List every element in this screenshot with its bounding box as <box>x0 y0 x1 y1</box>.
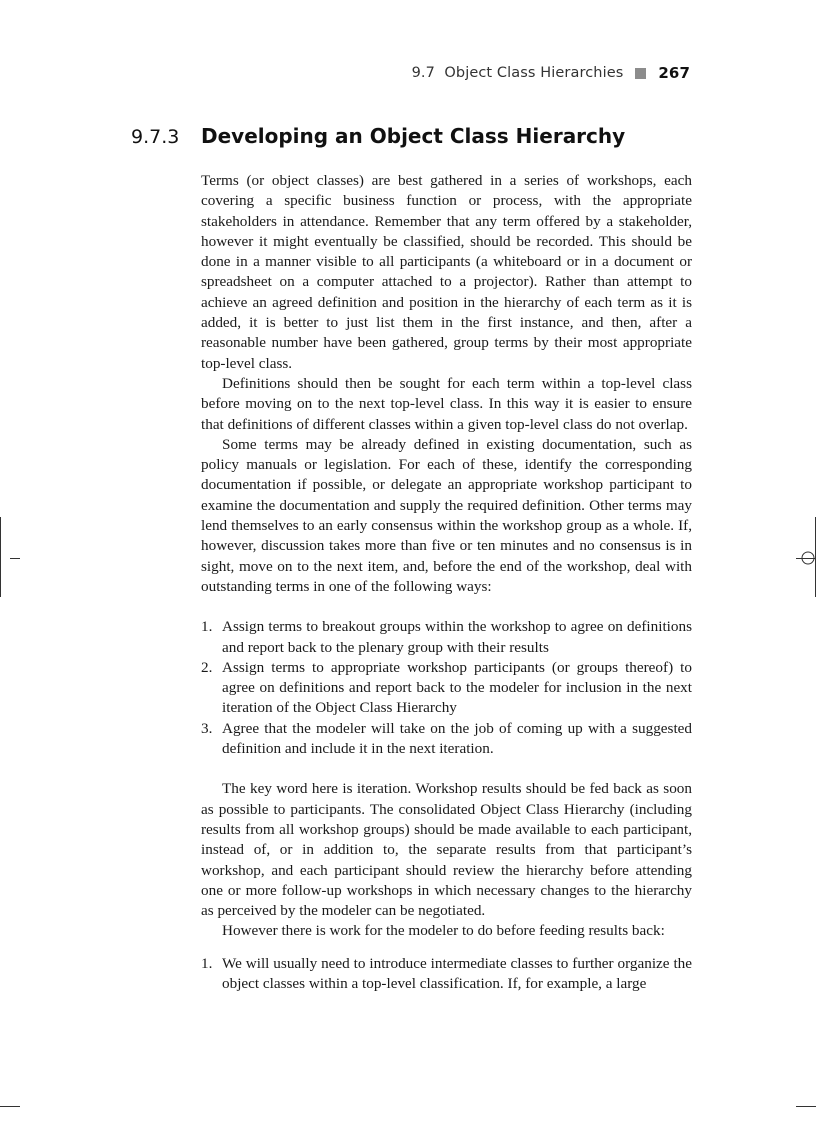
crop-mark <box>0 1106 20 1107</box>
section-number: 9.7.3 <box>131 126 180 148</box>
section-heading <box>131 124 625 148</box>
list-item-text: We will usually need to introduce intermediate classes to further organize the object classes within a top-level classification. If, for example, a large <box>222 954 692 992</box>
square-bullet-icon <box>635 68 646 79</box>
list-item-number: 1. <box>201 618 213 636</box>
registration-mark-icon <box>800 550 816 566</box>
list-item <box>201 954 692 995</box>
list-item <box>201 658 692 719</box>
crop-mark <box>0 517 1 597</box>
list-item-number: 3. <box>201 719 213 737</box>
list-item <box>201 617 692 658</box>
running-head-section: 9.7 Object Class Hierarchies <box>411 65 624 81</box>
numbered-list <box>201 617 692 759</box>
paragraph: Definitions should then be sought for each term within a top-level class before moving on to the next top-level class. In this way it is easier to ensure that definitions of different classes within a given top-level class do not overlap. <box>201 374 692 433</box>
list-item-text: Assign terms to appropriate workshop participants (or groups thereof) to agree on definitions and report back to the modeler for inclusion in the next iteration of the Object Class Hierarchy <box>222 658 692 717</box>
page-number: 267 <box>658 64 690 82</box>
list-item-number: 2. <box>201 658 213 676</box>
crop-mark <box>796 1106 816 1107</box>
list-item-text: Agree that the modeler will take on the job of coming up with a suggested definition and include it in the next iteration. <box>222 719 692 758</box>
paragraph: Some terms may be already defined in existing documentation, such as policy manuals or legislation. For each of these, identify the corresponding documentation if possible, or delegate an appropriate workshop participant to examine the documentation and supply the required definition. Other terms may lend themselves to an early consensus within the workshop group as a whole. If, however, discussion takes more than five or ten minutes and no consensus is in sight, move on to the next item, and, before the end of the workshop, deal with outstanding terms in one of the following ways: <box>201 435 692 595</box>
list-item-text: Assign terms to breakout groups within the workshop to agree on definitions and report back to the plenary group with their results <box>222 618 692 656</box>
paragraph: However there is work for the modeler to do before feeding results back: <box>222 922 665 940</box>
paragraph: Terms (or object classes) are best gathered in a series of workshops, each covering a specific business function or process, with the appropriate stakeholders in attendance. Remember that any term offered by a stakeholder, however it might eventually be classified, should be recorded. This should be done in a manner visible to all participants (a whiteboard or in a document or spreadsheet on a computer attached to a projector). Rather than attempt to achieve an agreed definition and position in the hierarchy of each term as it is added, it is better to just list them in the first instance, and then, after a reasonable number have been gathered, group terms by their most appropriate top-level class. <box>201 172 692 372</box>
running-head <box>412 64 690 82</box>
numbered-list <box>201 954 692 995</box>
crop-mark <box>10 558 20 559</box>
section-title: Developing an Object Class Hierarchy <box>201 124 626 148</box>
body-text <box>201 171 692 994</box>
paragraph: The key word here is iteration. Workshop results should be fed back as soon as possible to participants. The consolidated Object Class Hierarchy (including results from all workshop groups) should be made available to each participant, instead of, or in addition to, the separate results from that participant’s workshop, and each participant should review the hierarchy before attending one or more follow-up workshops in which necessary changes to the hierarchy as perceived by the modeler can be negotiated. <box>201 780 692 920</box>
list-item-number: 1. <box>201 954 213 972</box>
list-item <box>201 719 692 760</box>
